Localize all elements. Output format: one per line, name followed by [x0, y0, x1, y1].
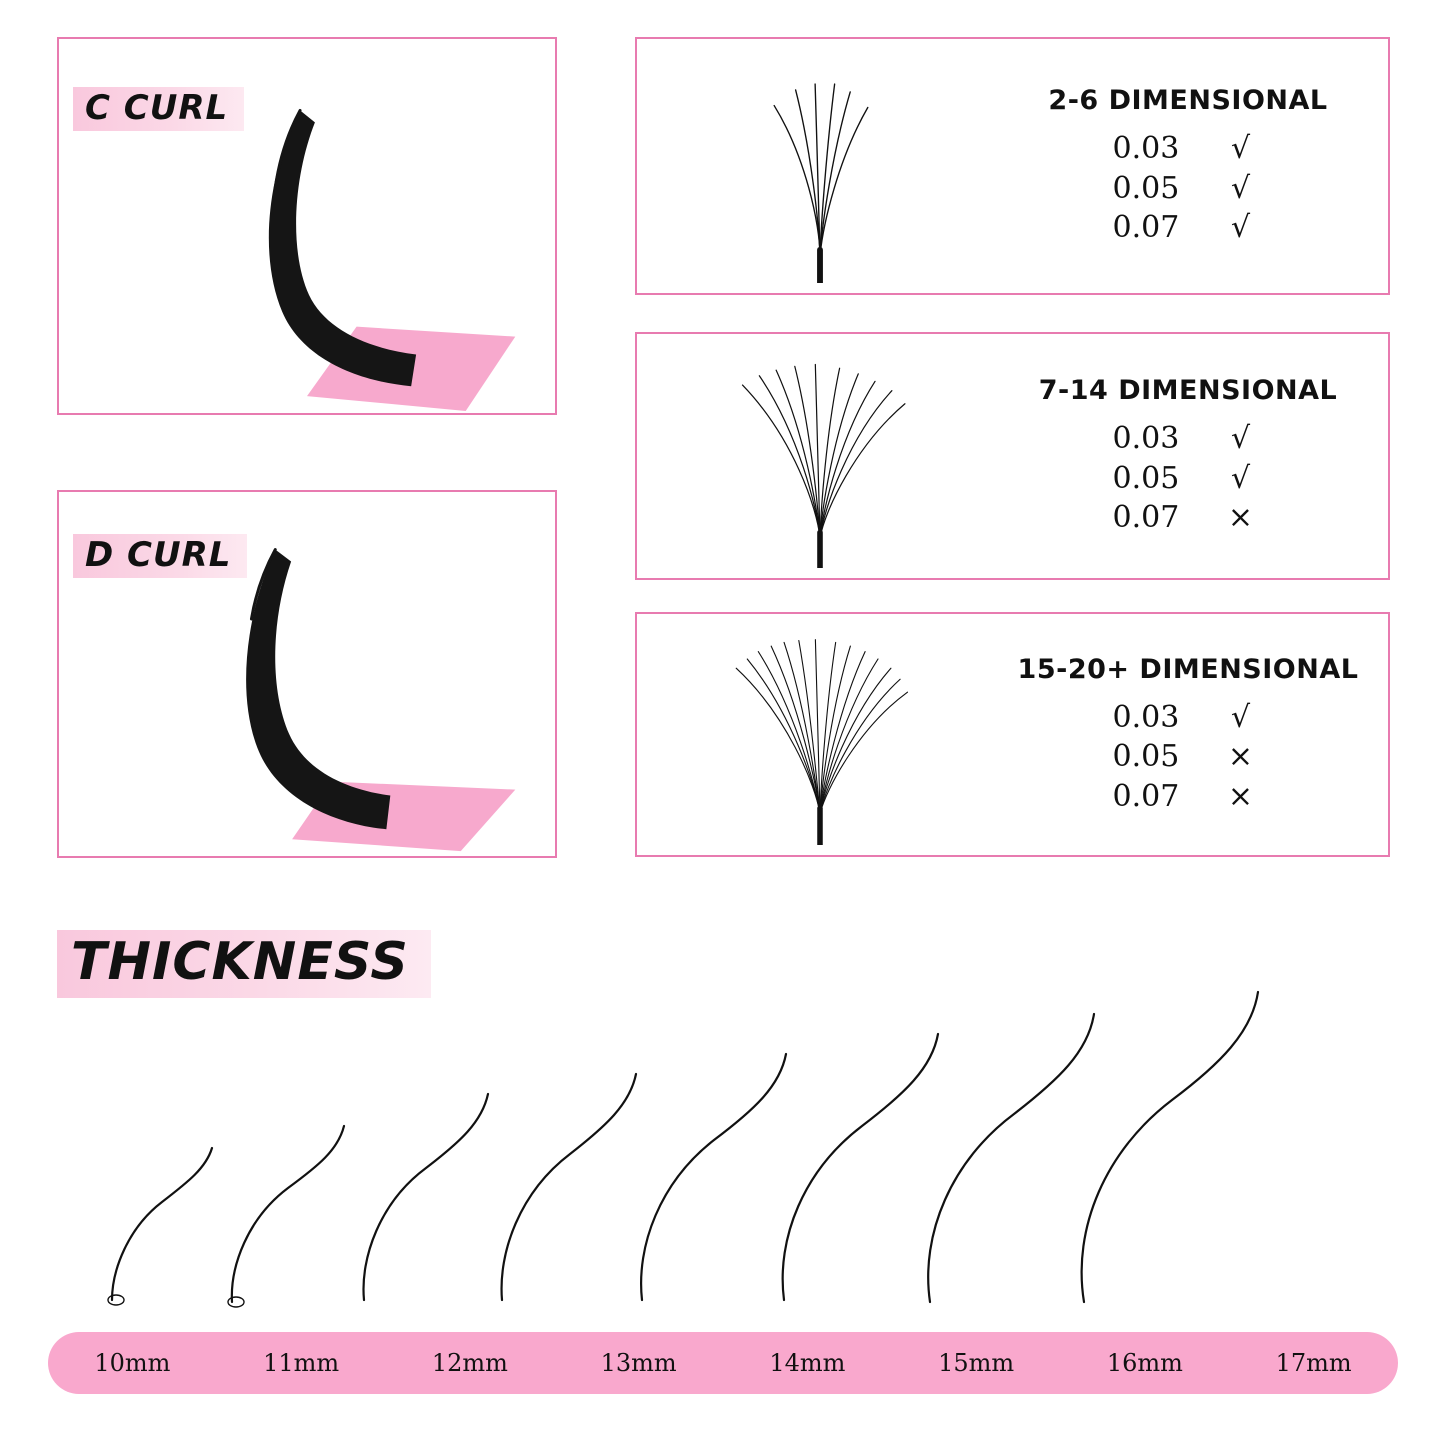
- lash-13mm: [502, 1074, 636, 1300]
- d-curl-label: D CURL: [73, 534, 247, 578]
- availability-mark: √: [1230, 460, 1251, 496]
- lash-16mm: [928, 1014, 1094, 1302]
- table-row: [1113, 778, 1264, 816]
- lash-11mm: [232, 1126, 344, 1302]
- table-row: [1113, 130, 1264, 168]
- dimension-title: 2-6 DIMENSIONAL: [1048, 85, 1328, 117]
- dimension-info-2-6: [988, 39, 1388, 293]
- table-row: [1113, 499, 1264, 537]
- c-curl-illustration: [59, 39, 555, 414]
- d-curl-illustration: [59, 492, 555, 857]
- length-label-10mm: 10mm: [94, 1349, 171, 1377]
- table-row: [1113, 170, 1264, 208]
- lash-14mm: [641, 1054, 786, 1300]
- dimension-rows: [1113, 130, 1264, 247]
- thickness-value: 0.07: [1112, 778, 1180, 814]
- lash-base-11mm: [228, 1297, 244, 1307]
- table-row: [1113, 699, 1264, 737]
- length-label-12mm: 12mm: [431, 1349, 508, 1377]
- availability-mark: √: [1230, 210, 1251, 246]
- dimension-title: 7-14 DIMENSIONAL: [1038, 375, 1338, 407]
- availability-mark: ×: [1227, 778, 1254, 814]
- lash-fan-2-6-icon: [655, 49, 985, 283]
- availability-mark: ×: [1227, 500, 1254, 536]
- lash-length-illustration: [50, 970, 1400, 1320]
- thickness-value: 0.05: [1112, 460, 1180, 496]
- thickness-value: 0.05: [1112, 170, 1180, 206]
- thickness-value: 0.07: [1112, 210, 1180, 246]
- lash-fan-15-20-icon: [655, 624, 985, 845]
- lash-10mm: [112, 1148, 212, 1300]
- dimension-panel-7-14: [635, 332, 1390, 580]
- thickness-value: 0.03: [1112, 421, 1180, 457]
- availability-mark: √: [1230, 131, 1251, 167]
- dimension-info-7-14: [988, 334, 1388, 578]
- c-curl-label: C CURL: [73, 87, 244, 131]
- length-label-17mm: 17mm: [1275, 1349, 1352, 1377]
- availability-mark: √: [1230, 421, 1251, 457]
- table-row: [1113, 738, 1264, 776]
- dimension-rows: [1113, 699, 1264, 816]
- c-curl-panel: [57, 37, 557, 415]
- availability-mark: √: [1230, 699, 1251, 735]
- thickness-value: 0.03: [1112, 131, 1180, 167]
- thickness-value: 0.03: [1112, 699, 1180, 735]
- length-scale-bar: [48, 1332, 1398, 1394]
- dimension-panel-15-20: [635, 612, 1390, 857]
- lash-15mm: [783, 1034, 938, 1300]
- table-row: [1113, 209, 1264, 247]
- length-label-15mm: 15mm: [938, 1349, 1015, 1377]
- lash-base-10mm: [108, 1295, 124, 1305]
- thickness-title: THICKNESS: [57, 930, 431, 998]
- thickness-value: 0.07: [1112, 500, 1180, 536]
- lash-fan-7-14-icon: [655, 344, 985, 568]
- dimension-panel-2-6: [635, 37, 1390, 295]
- length-label-14mm: 14mm: [769, 1349, 846, 1377]
- table-row: [1113, 460, 1264, 498]
- d-curl-panel: [57, 490, 557, 858]
- availability-mark: √: [1230, 170, 1251, 206]
- dimension-rows: [1113, 420, 1264, 537]
- dimension-info-15-20: [988, 614, 1388, 855]
- length-label-13mm: 13mm: [600, 1349, 677, 1377]
- lash-12mm: [364, 1094, 488, 1300]
- length-label-11mm: 11mm: [263, 1349, 340, 1377]
- thickness-value: 0.05: [1112, 739, 1180, 775]
- dimension-title: 15-20+ DIMENSIONAL: [1017, 653, 1359, 685]
- table-row: [1113, 420, 1264, 458]
- availability-mark: ×: [1227, 739, 1254, 775]
- lash-17mm: [1082, 992, 1258, 1302]
- length-label-16mm: 16mm: [1106, 1349, 1183, 1377]
